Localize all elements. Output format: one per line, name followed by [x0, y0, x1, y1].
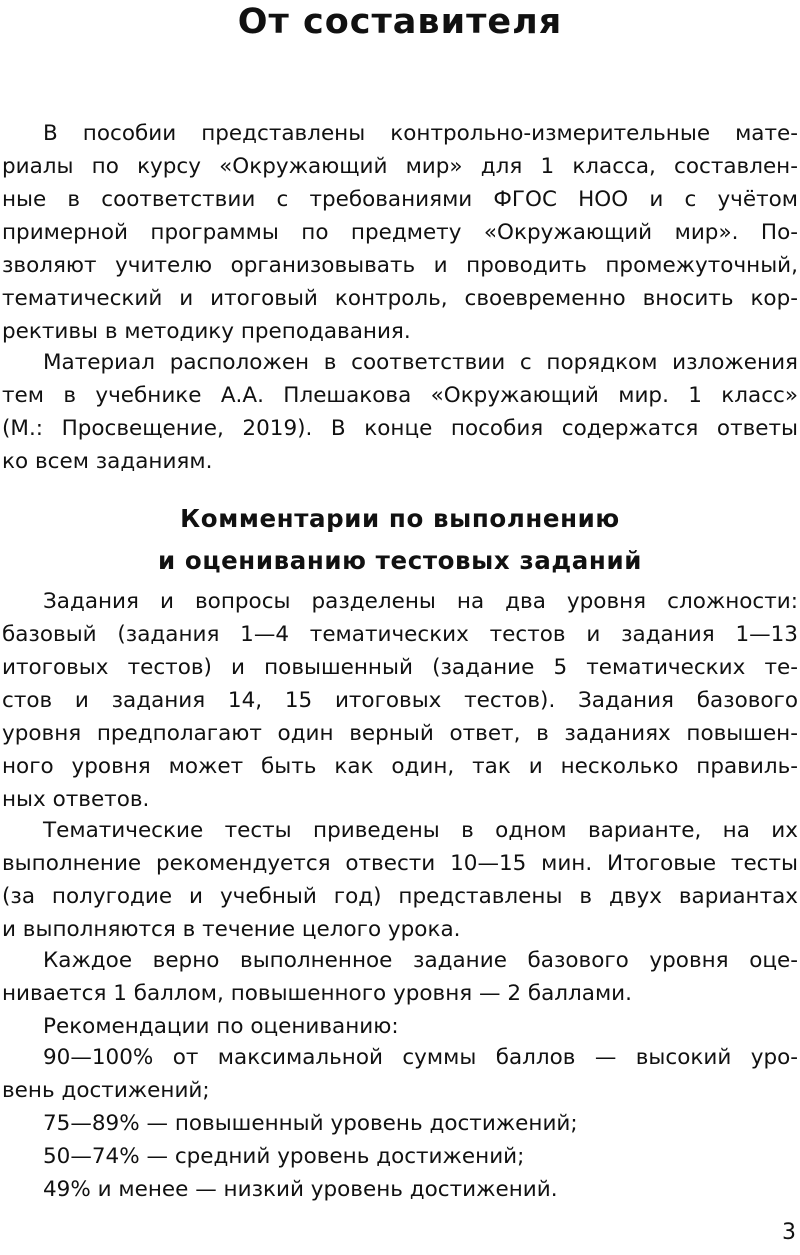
section-title-line-1: Комментарии по выполнению — [180, 504, 620, 533]
text-line: Тематические тесты приведены в одном варианте, на их — [43, 818, 798, 843]
recommendation-high-cont: вень достижений; — [2, 1078, 210, 1103]
recommendations-heading: Рекомендации по оцениванию: — [43, 1014, 399, 1039]
recommendation-low: 49% и менее — низкий уровень достижений. — [43, 1177, 558, 1202]
text-line: (М.: Просвещение, 2019). В конце пособия содержатся ответы — [2, 416, 798, 441]
text-line: ко всем заданиям. — [2, 449, 213, 474]
text-line: примерной программы по предмету «Окружающий мир». По- — [2, 220, 798, 245]
text-line: тем в учебнике А.А. Плешакова «Окружающий мир. 1 класс» — [2, 383, 798, 408]
text-line: стов и задания 14, 15 итоговых тестов). Задания базового — [2, 688, 798, 713]
section-title-line-2: и оцениванию тестовых заданий — [158, 546, 642, 575]
text-line: Материал расположен в соответствии с порядком изложения — [43, 350, 798, 375]
text-line: итоговых тестов) и повышенный (задание 5 тематических те- — [2, 655, 798, 680]
text-line: тематический и итоговый контроль, своевременно вносить кор- — [2, 286, 798, 311]
text-line: ных ответов. — [2, 787, 150, 812]
recommendation-high: 90—100% от максимальной суммы баллов — высокий уро- — [43, 1045, 798, 1070]
text-line: базовый (задания 1—4 тематических тестов и задания 1—13 — [2, 622, 798, 647]
recommendation-medium: 50—74% — средний уровень достижений; — [43, 1144, 525, 1169]
recommendation-elevated: 75—89% — повышенный уровень достижений; — [43, 1111, 578, 1136]
page-title: От составителя — [237, 2, 563, 42]
text-line: Задания и вопросы разделены на два уровня сложности: — [43, 589, 798, 614]
text-line: ные в соответствии с требованиями ФГОС НОО и с учётом — [2, 187, 798, 212]
text-line: зволяют учителю организовывать и проводить промежуточный, — [2, 253, 798, 278]
text-line: В пособии представлены контрольно-измерительные мате- — [43, 121, 798, 146]
text-line: ного уровня может быть как один, так и несколько правиль- — [2, 754, 798, 779]
text-line: нивается 1 баллом, повышенного уровня — 2 баллами. — [2, 981, 632, 1006]
text-line: рективы в методику преподавания. — [2, 319, 411, 344]
text-line: и выполняются в течение целого урока. — [2, 917, 461, 942]
page-number: 3 — [782, 1220, 796, 1245]
text-line: уровня предполагают один верный ответ, в заданиях повышен- — [2, 721, 798, 746]
text-line: риалы по курсу «Окружающий мир» для 1 класса, составлен- — [2, 154, 798, 179]
text-line: (за полугодие и учебный год) представлены в двух вариантах — [2, 884, 798, 909]
text-line: Каждое верно выполненное задание базового уровня оце- — [43, 948, 798, 973]
text-line: выполнение рекомендуется отвести 10—15 мин. Итоговые тесты — [2, 851, 798, 876]
